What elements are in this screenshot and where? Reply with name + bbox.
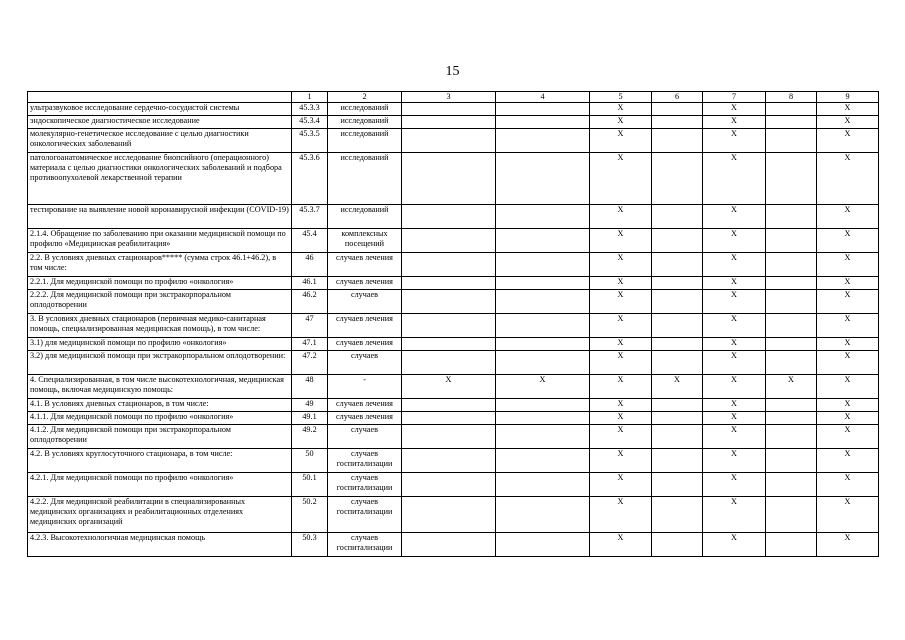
- table-row: [28, 103, 879, 116]
- cell-col3: [402, 253, 496, 277]
- row-unit: случаев лечения: [328, 277, 402, 290]
- row-unit: комплексных посещений: [328, 229, 402, 253]
- cell-col8: [766, 412, 817, 425]
- column-number-row: [28, 92, 879, 103]
- cell-col9: X: [817, 229, 879, 253]
- cell-col4: [496, 473, 590, 497]
- cell-col6: [652, 412, 703, 425]
- cell-col6: [652, 533, 703, 557]
- cell-col8: [766, 425, 817, 449]
- cell-col5: X: [590, 153, 652, 205]
- table-row: [28, 116, 879, 129]
- cell-col4: [496, 277, 590, 290]
- column-header: 5: [590, 92, 652, 103]
- row-code: 50.3: [292, 533, 328, 557]
- row-name: 4.1. В условиях дневных стационаров, в том числе:: [28, 399, 292, 412]
- column-header: [28, 92, 292, 103]
- table-row: [28, 375, 879, 399]
- table-row: [28, 277, 879, 290]
- cell-col3: [402, 116, 496, 129]
- table-row: [28, 129, 879, 153]
- column-header: 6: [652, 92, 703, 103]
- row-unit: случаев госпитализации: [328, 497, 402, 533]
- cell-col3: [402, 277, 496, 290]
- row-name: 4.2.2. Для медицинской реабилитации в специализированных медицинских организациях и реабилитационных отделениях медицинских организаций: [28, 497, 292, 533]
- cell-col5: X: [590, 533, 652, 557]
- cell-col8: X: [766, 375, 817, 399]
- cell-col8: [766, 314, 817, 338]
- cell-col3: [402, 338, 496, 351]
- cell-col7: X: [703, 533, 766, 557]
- cell-col6: [652, 473, 703, 497]
- cell-col8: [766, 103, 817, 116]
- cell-col3: [402, 497, 496, 533]
- row-unit: случаев лечения: [328, 314, 402, 338]
- cell-col7: X: [703, 314, 766, 338]
- cell-col3: [402, 229, 496, 253]
- cell-col4: [496, 205, 590, 229]
- row-code: 47.1: [292, 338, 328, 351]
- cell-col5: X: [590, 229, 652, 253]
- cell-col9: X: [817, 253, 879, 277]
- row-code: 46.1: [292, 277, 328, 290]
- cell-col7: X: [703, 229, 766, 253]
- column-header: 8: [766, 92, 817, 103]
- cell-col8: [766, 253, 817, 277]
- cell-col3: [402, 153, 496, 205]
- row-code: 47.2: [292, 351, 328, 375]
- cell-col5: X: [590, 116, 652, 129]
- cell-col6: [652, 351, 703, 375]
- cell-col5: X: [590, 314, 652, 338]
- cell-col4: [496, 116, 590, 129]
- row-name: патологоанатомическое исследование биопсийного (операционного) материала с целью диагностики онкологических заболеваний и подбора противоопухолевой лекарственной терапии: [28, 153, 292, 205]
- cell-col6: [652, 425, 703, 449]
- row-unit: случаев лечения: [328, 399, 402, 412]
- table-row: [28, 473, 879, 497]
- cell-col8: [766, 277, 817, 290]
- row-unit: случаев лечения: [328, 412, 402, 425]
- cell-col5: X: [590, 412, 652, 425]
- row-code: 45.3.4: [292, 116, 328, 129]
- cell-col8: [766, 497, 817, 533]
- cell-col7: X: [703, 277, 766, 290]
- row-name: 4.1.1. Для медицинской помощи по профилю «онкология»: [28, 412, 292, 425]
- row-name: 3.2) для медицинской помощи при экстракорпоральном оплодотворении:: [28, 351, 292, 375]
- cell-col8: [766, 290, 817, 314]
- cell-col4: [496, 103, 590, 116]
- row-unit: случаев лечения: [328, 338, 402, 351]
- table-row: [28, 314, 879, 338]
- cell-col9: X: [817, 533, 879, 557]
- cell-col8: [766, 129, 817, 153]
- row-code: 47: [292, 314, 328, 338]
- cell-col9: X: [817, 314, 879, 338]
- cell-col7: X: [703, 351, 766, 375]
- table-row: [28, 351, 879, 375]
- row-unit: исследований: [328, 205, 402, 229]
- cell-col7: X: [703, 399, 766, 412]
- cell-col6: [652, 153, 703, 205]
- cell-col5: X: [590, 351, 652, 375]
- row-unit: случаев: [328, 351, 402, 375]
- cell-col9: X: [817, 425, 879, 449]
- row-code: 45.3.6: [292, 153, 328, 205]
- row-unit: исследований: [328, 153, 402, 205]
- table-row: [28, 497, 879, 533]
- cell-col9: X: [817, 277, 879, 290]
- cell-col9: X: [817, 473, 879, 497]
- cell-col7: X: [703, 116, 766, 129]
- data-table: [27, 91, 879, 557]
- cell-col9: X: [817, 497, 879, 533]
- table-row: [28, 253, 879, 277]
- cell-col5: X: [590, 338, 652, 351]
- row-unit: -: [328, 375, 402, 399]
- column-header: 2: [328, 92, 402, 103]
- row-code: 50: [292, 449, 328, 473]
- cell-col8: [766, 533, 817, 557]
- column-header: 4: [496, 92, 590, 103]
- cell-col9: X: [817, 399, 879, 412]
- cell-col7: X: [703, 253, 766, 277]
- row-name: 2.2. В условиях дневных стационаров***** (сумма строк 46.1+46.2), в том числе:: [28, 253, 292, 277]
- row-name: 2.1.4. Обращение по заболеванию при оказании медицинской помощи по профилю «Медицинская реабилитация»: [28, 229, 292, 253]
- cell-col6: X: [652, 375, 703, 399]
- cell-col6: [652, 129, 703, 153]
- cell-col6: [652, 103, 703, 116]
- cell-col3: [402, 103, 496, 116]
- cell-col7: X: [703, 205, 766, 229]
- cell-col6: [652, 314, 703, 338]
- cell-col3: [402, 449, 496, 473]
- cell-col7: X: [703, 103, 766, 116]
- cell-col3: [402, 290, 496, 314]
- table-row: [28, 533, 879, 557]
- cell-col7: X: [703, 449, 766, 473]
- row-name: 4.2.1. Для медицинской помощи по профилю «онкология»: [28, 473, 292, 497]
- cell-col8: [766, 399, 817, 412]
- cell-col7: X: [703, 290, 766, 314]
- cell-col4: [496, 314, 590, 338]
- cell-col7: X: [703, 338, 766, 351]
- column-header: 3: [402, 92, 496, 103]
- cell-col5: X: [590, 497, 652, 533]
- row-unit: случаев госпитализации: [328, 473, 402, 497]
- cell-col4: [496, 351, 590, 375]
- row-name: молекулярно-генетическое исследование с целью диагностики онкологических заболеваний: [28, 129, 292, 153]
- cell-col3: [402, 314, 496, 338]
- cell-col4: [496, 425, 590, 449]
- row-code: 49.2: [292, 425, 328, 449]
- cell-col4: X: [496, 375, 590, 399]
- cell-col3: [402, 412, 496, 425]
- row-name: 4.1.2. Для медицинской помощи при экстракорпоральном оплодотворении: [28, 425, 292, 449]
- cell-col9: X: [817, 375, 879, 399]
- cell-col3: [402, 533, 496, 557]
- cell-col7: X: [703, 425, 766, 449]
- cell-col5: X: [590, 205, 652, 229]
- cell-col9: X: [817, 205, 879, 229]
- cell-col6: [652, 277, 703, 290]
- cell-col6: [652, 497, 703, 533]
- cell-col6: [652, 229, 703, 253]
- cell-col9: X: [817, 351, 879, 375]
- row-unit: случаев лечения: [328, 253, 402, 277]
- row-code: 50.2: [292, 497, 328, 533]
- row-code: 45.4: [292, 229, 328, 253]
- table-row: [28, 425, 879, 449]
- cell-col3: [402, 129, 496, 153]
- row-code: 46: [292, 253, 328, 277]
- cell-col9: X: [817, 153, 879, 205]
- table-row: [28, 399, 879, 412]
- row-name: 3.1) для медицинской помощи по профилю «онкология»: [28, 338, 292, 351]
- cell-col5: X: [590, 253, 652, 277]
- cell-col9: X: [817, 290, 879, 314]
- cell-col5: X: [590, 129, 652, 153]
- table-row: [28, 153, 879, 205]
- cell-col3: [402, 473, 496, 497]
- cell-col6: [652, 116, 703, 129]
- table-row: [28, 205, 879, 229]
- cell-col5: X: [590, 375, 652, 399]
- cell-col5: X: [590, 277, 652, 290]
- row-code: 45.3.3: [292, 103, 328, 116]
- cell-col8: [766, 449, 817, 473]
- cell-col9: X: [817, 116, 879, 129]
- column-header: 1: [292, 92, 328, 103]
- row-code: 49: [292, 399, 328, 412]
- row-name: 4.2. В условиях круглосуточного стационара, в том числе:: [28, 449, 292, 473]
- cell-col8: [766, 153, 817, 205]
- row-unit: случаев: [328, 425, 402, 449]
- cell-col8: [766, 473, 817, 497]
- cell-col9: X: [817, 449, 879, 473]
- row-code: 50.1: [292, 473, 328, 497]
- cell-col5: X: [590, 399, 652, 412]
- cell-col4: [496, 129, 590, 153]
- cell-col4: [496, 497, 590, 533]
- row-unit: случаев: [328, 290, 402, 314]
- cell-col4: [496, 229, 590, 253]
- row-name: ультразвуковое исследование сердечно-сосудистой системы: [28, 103, 292, 116]
- cell-col3: [402, 399, 496, 412]
- row-name: тестирование на выявление новой коронавирусной инфекции (COVID-19): [28, 205, 292, 229]
- cell-col9: X: [817, 338, 879, 351]
- row-code: 46.2: [292, 290, 328, 314]
- row-name: 4.2.3. Высокотехнологичная медицинская помощь: [28, 533, 292, 557]
- row-name: 2.2.2. Для медицинской помощи при экстракорпоральном оплодотворении: [28, 290, 292, 314]
- column-header: 7: [703, 92, 766, 103]
- cell-col9: X: [817, 412, 879, 425]
- cell-col4: [496, 399, 590, 412]
- cell-col6: [652, 338, 703, 351]
- cell-col6: [652, 399, 703, 412]
- cell-col3: [402, 351, 496, 375]
- cell-col5: X: [590, 425, 652, 449]
- cell-col7: X: [703, 375, 766, 399]
- cell-col5: X: [590, 473, 652, 497]
- cell-col7: X: [703, 153, 766, 205]
- cell-col4: [496, 449, 590, 473]
- cell-col4: [496, 153, 590, 205]
- cell-col6: [652, 290, 703, 314]
- column-header: 9: [817, 92, 879, 103]
- page-number: 15: [445, 64, 460, 79]
- cell-col3: X: [402, 375, 496, 399]
- cell-col3: [402, 205, 496, 229]
- row-unit: исследований: [328, 116, 402, 129]
- row-unit: случаев госпитализации: [328, 449, 402, 473]
- cell-col6: [652, 205, 703, 229]
- cell-col8: [766, 116, 817, 129]
- cell-col4: [496, 412, 590, 425]
- row-name: эндоскопическое диагностическое исследование: [28, 116, 292, 129]
- row-code: 45.3.7: [292, 205, 328, 229]
- table-row: [28, 449, 879, 473]
- cell-col6: [652, 253, 703, 277]
- cell-col7: X: [703, 412, 766, 425]
- cell-col8: [766, 338, 817, 351]
- cell-col7: X: [703, 473, 766, 497]
- row-unit: исследований: [328, 103, 402, 116]
- row-code: 45.3.5: [292, 129, 328, 153]
- row-code: 48: [292, 375, 328, 399]
- row-unit: исследований: [328, 129, 402, 153]
- cell-col7: X: [703, 129, 766, 153]
- cell-col5: X: [590, 290, 652, 314]
- table-row: [28, 290, 879, 314]
- row-code: 49.1: [292, 412, 328, 425]
- cell-col9: X: [817, 103, 879, 116]
- row-unit: случаев госпитализации: [328, 533, 402, 557]
- table-row: [28, 229, 879, 253]
- cell-col6: [652, 449, 703, 473]
- cell-col8: [766, 229, 817, 253]
- cell-col4: [496, 253, 590, 277]
- cell-col9: X: [817, 129, 879, 153]
- cell-col7: X: [703, 497, 766, 533]
- cell-col3: [402, 425, 496, 449]
- table-row: [28, 412, 879, 425]
- cell-col4: [496, 533, 590, 557]
- cell-col4: [496, 290, 590, 314]
- cell-col8: [766, 351, 817, 375]
- row-name: 2.2.1. Для медицинской помощи по профилю «онкология»: [28, 277, 292, 290]
- cell-col5: X: [590, 449, 652, 473]
- cell-col5: X: [590, 103, 652, 116]
- table-row: [28, 338, 879, 351]
- row-name: 4. Специализированная, в том числе высокотехнологичная, медицинская помощь, включая медицинскую помощь:: [28, 375, 292, 399]
- cell-col4: [496, 338, 590, 351]
- cell-col8: [766, 205, 817, 229]
- row-name: 3. В условиях дневных стационаров (первичная медико-санитарная помощь, специализированная медицинская помощь), в том числе:: [28, 314, 292, 338]
